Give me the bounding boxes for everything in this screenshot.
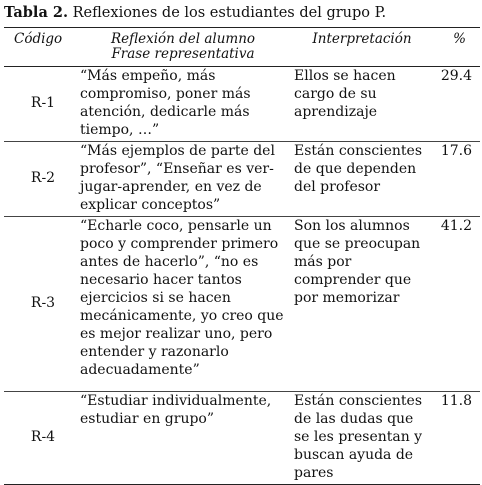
header-reflection-line1: Reflexión del alumno [110, 31, 256, 47]
cell-interpretation: Ellos se hacen cargo de su aprendizaje [290, 67, 434, 142]
header-reflection-line2: Frase representativa [111, 46, 255, 62]
reflections-table [4, 27, 480, 485]
cell-code: R-2 [4, 142, 76, 217]
header-code: Código [4, 28, 76, 67]
table-caption-label: Tabla 2. [4, 4, 69, 21]
cell-reflection: “Echarle coco, pensarle un poco y comprender primero antes de hacerlo”, “no es necesario hacer tantos ejercicios si se hacen mecánicamente, yo creo que es mejor realizar uno, pero entender y razonarlo adecuadamente” [76, 217, 290, 392]
header-interpretation: Interpretación [290, 28, 434, 67]
table-row [4, 217, 480, 392]
table-header-row [4, 28, 480, 67]
cell-percent: 29.4 [434, 67, 480, 142]
cell-interpretation: Están conscientes de que dependen del profesor [290, 142, 434, 217]
cell-code: R-1 [4, 67, 76, 142]
cell-reflection: “Estudiar individualmente, estudiar en grupo” [76, 392, 290, 485]
cell-percent: 17.6 [434, 142, 480, 217]
cell-percent: 11.8 [434, 392, 480, 485]
table-row [4, 142, 480, 217]
cell-code: R-4 [4, 392, 76, 485]
table-row [4, 392, 480, 485]
header-percent: % [434, 28, 480, 67]
cell-reflection: “Más ejemplos de parte del profesor”, “Enseñar es ver-jugar-aprender, en vez de explicar conceptos” [76, 142, 290, 217]
cell-percent: 41.2 [434, 217, 480, 392]
header-reflection [76, 28, 290, 67]
cell-interpretation: Están conscientes de las dudas que se les presentan y buscan ayuda de pares [290, 392, 434, 485]
table-caption [4, 3, 386, 23]
cell-code: R-3 [4, 217, 76, 392]
cell-reflection: “Más empeño, más compromiso, poner más atención, dedicarle más tiempo, …” [76, 67, 290, 142]
table-caption-text: Reflexiones de los estudiantes del grupo P. [68, 5, 387, 21]
cell-interpretation: Son los alumnos que se preocupan más por comprender que por memorizar [290, 217, 434, 392]
table-row [4, 67, 480, 142]
